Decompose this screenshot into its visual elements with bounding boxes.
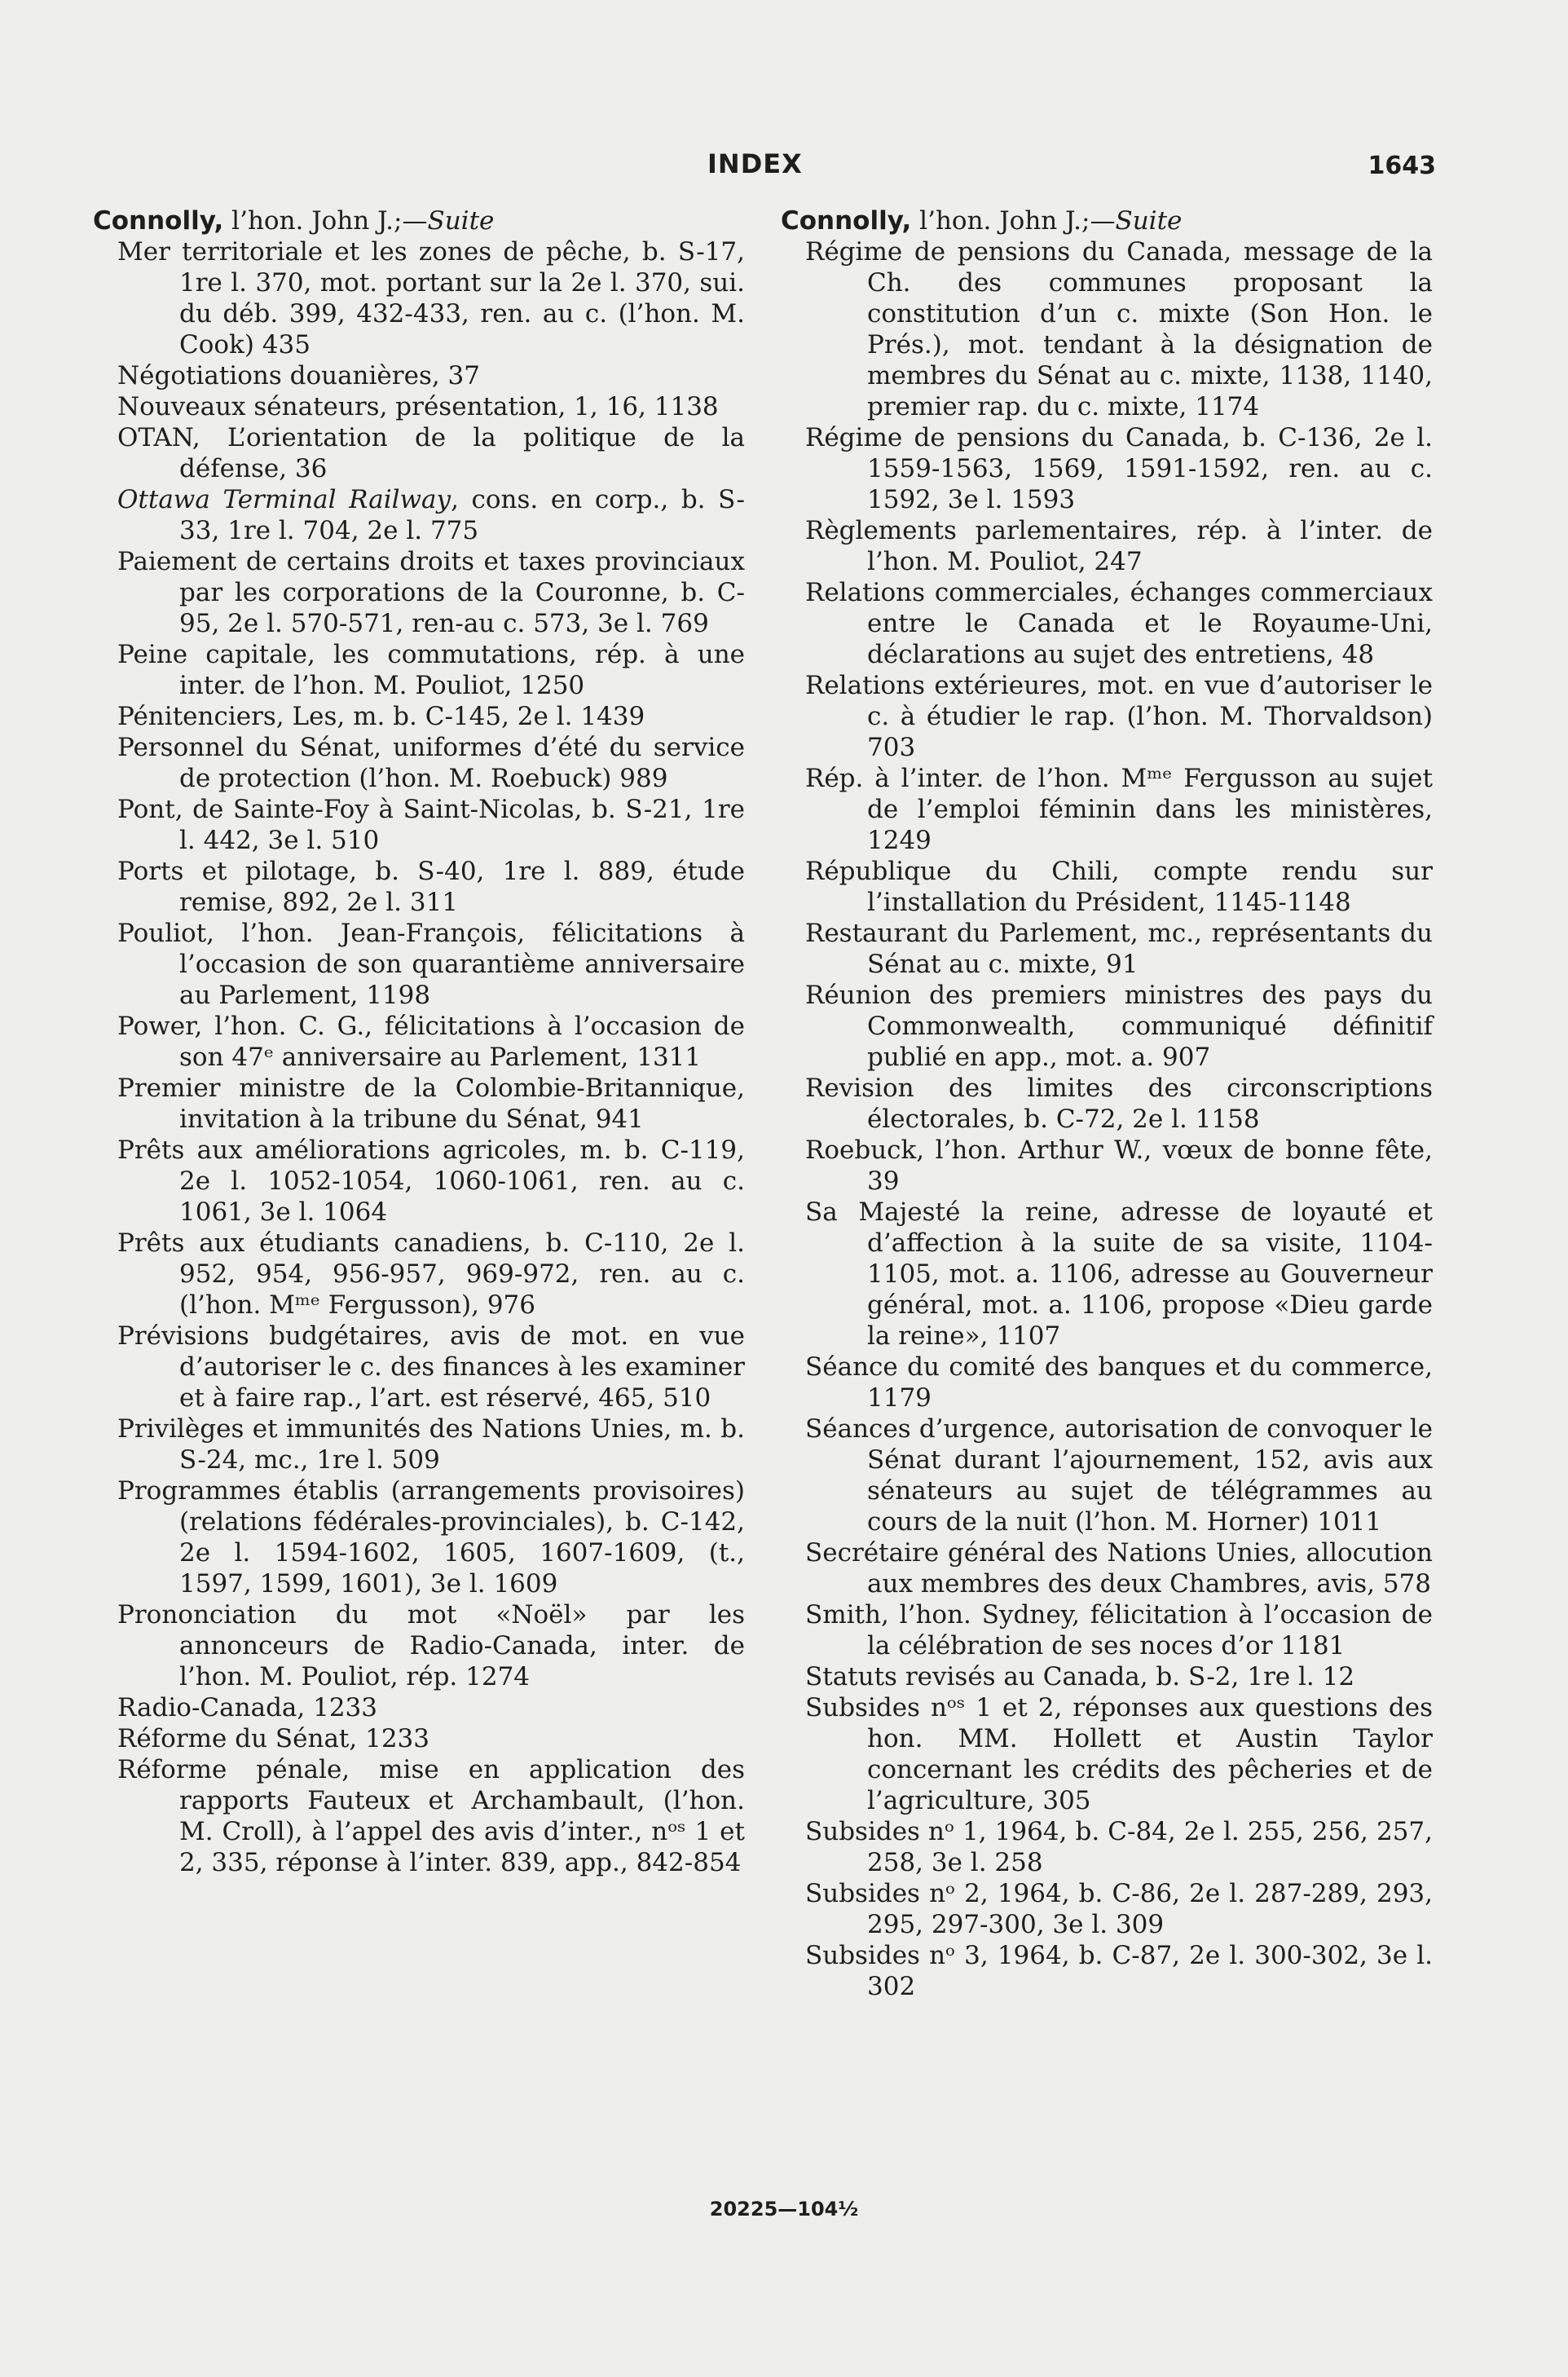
index-entry: Peine capitale, les commutations, rép. à une inter. de l’hon. M. Pouliot, 1250 [117, 640, 745, 700]
index-entry: Mer territoriale et les zones de pêche, b. S-17, 1re l. 370, mot. portant sur la 2e l. 370, sui. du déb. 399, 432-433, ren. au c. (l’hon. M. Cook) 435 [117, 237, 745, 359]
print-code: 20225—104½ [709, 2198, 859, 2220]
italic-company-name: Ottawa Terminal Railway [117, 485, 451, 514]
heading-suite: Suite [427, 206, 495, 236]
index-entry: Statuts revisés au Canada, b. S-2, 1re l. 12 [805, 1662, 1355, 1691]
index-entry: Régime de pensions du Canada, b. C-136, 2e l. 1559-1563, 1569, 1591-1592, ren. au c. 1592, 3e l. 1593 [805, 423, 1433, 514]
right-column [781, 205, 1433, 2002]
index-entry: Ports et pilotage, b. S-40, 1re l. 889, étude remise, 892, 2e l. 311 [117, 857, 745, 917]
index-entry: Prononciation du mot «Noël» par les annonceurs de Radio-Canada, inter. de l’hon. M. Pouliot, rép. 1274 [117, 1600, 745, 1691]
index-entry: Paiement de certains droits et taxes provinciaux par les corporations de la Couronne, b. C-95, 2e l. 570-571, ren-au c. 573, 3e l. 769 [117, 547, 745, 638]
index-entry: Prévisions budgétaires, avis de mot. en vue d’autoriser le c. des finances à les examiner et à faire rap., l’art. est réservé, 465, 510 [117, 1321, 745, 1413]
index-entry: Radio-Canada, 1233 [117, 1693, 378, 1722]
index-entry: Régime de pensions du Canada, message de la Ch. des communes proposant la constitution d’un c. mixte (Son Hon. le Prés.), mot. tendant à la désignation de membres du Sénat au c. mixte, 1138, 1140, premier rap. du c. mixte, 1174 [805, 237, 1433, 421]
page-number: 1643 [1368, 152, 1436, 180]
index-entry: Roebuck, l’hon. Arthur W., vœux de bonne fête, 39 [805, 1136, 1433, 1196]
heading-rest: l’hon. John J.;— [223, 206, 428, 236]
index-entry: Subsides nᵒ 3, 1964, b. C-87, 2e l. 300-302, 3e l. 302 [805, 1941, 1433, 2001]
index-entry: Power, l’hon. C. G., félicitations à l’occasion de son 47ᵉ anniversaire au Parlement, 1311 [117, 1012, 745, 1072]
index-entry: Subsides nᵒ 1, 1964, b. C-84, 2e l. 255, 256, 257, 258, 3e l. 258 [805, 1817, 1433, 1877]
heading-rest: l’hon. John J.;— [911, 206, 1116, 236]
heading-name: Connolly, [781, 206, 912, 236]
index-entry: Restaurant du Parlement, mc., représentants du Sénat au c. mixte, 91 [805, 919, 1433, 979]
index-entry: Subsides nᵒˢ 1 et 2, réponses aux questions des hon. MM. Hollett et Austin Taylor concernant les crédits des pêcheries et de l’agriculture, 305 [805, 1693, 1433, 1815]
index-entry: Revision des limites des circonscriptions électorales, b. C-72, 2e l. 1158 [805, 1074, 1433, 1134]
left-column-heading [93, 205, 745, 236]
index-entry: Séances d’urgence, autorisation de convoquer le Sénat durant l’ajournement, 152, avis aux sénateurs au sujet de télégrammes au cours de la nuit (l’hon. M. Horner) 1011 [805, 1414, 1433, 1537]
index-entry: Prêts aux améliorations agricoles, m. b. C-119, 2e l. 1052-1054, 1060-1061, ren. au c. 1061, 3e l. 1064 [117, 1136, 745, 1227]
index-entry: Rép. à l’inter. de l’hon. Mᵐᵉ Fergusson au sujet de l’emploi féminin dans les ministères, 1249 [805, 764, 1433, 855]
index-entry: Relations extérieures, mot. en vue d’autoriser le c. à étudier le rap. (l’hon. M. Thorvaldson) 703 [805, 671, 1433, 762]
index-entry: Négotiations douanières, 37 [117, 361, 481, 390]
index-entry: Réforme du Sénat, 1233 [117, 1724, 429, 1753]
heading-suite: Suite [1115, 206, 1183, 236]
left-entries-list [93, 236, 745, 1878]
index-entry: Prêts aux étudiants canadiens, b. C-110, 2e l. 952, 954, 956-957, 969-972, ren. au c. (l’hon. Mᵐᵉ Fergusson), 976 [117, 1228, 745, 1320]
page-header [0, 148, 1568, 189]
index-title: INDEX [707, 148, 803, 179]
index-entry: Subsides nᵒ 2, 1964, b. C-86, 2e l. 287-289, 293, 295, 297-300, 3e l. 309 [805, 1879, 1433, 1939]
right-entries-list [781, 236, 1433, 2002]
heading-name: Connolly, [93, 206, 224, 236]
index-entry: OTAN, L’orientation de la politique de la défense, 36 [117, 423, 745, 483]
index-entry: Pont, de Sainte-Foy à Saint-Nicolas, b. S-21, 1re l. 442, 3e l. 510 [117, 795, 745, 855]
index-entry: Smith, l’hon. Sydney, félicitation à l’occasion de la célébration de ses noces d’or 1181 [805, 1600, 1433, 1660]
index-entry: Nouveaux sénateurs, présentation, 1, 16, 1138 [117, 392, 719, 421]
index-entry: Sa Majesté la reine, adresse de loyauté et d’affection à la suite de sa visite, 1104-1105, mot. a. 1106, adresse au Gouverneur général, mot. a. 1106, propose «Dieu garde la reine», 1107 [805, 1197, 1433, 1351]
index-entry: République du Chili, compte rendu sur l’installation du Président, 1145-1148 [805, 857, 1433, 917]
left-column [93, 205, 745, 1878]
index-entry: Relations commerciales, échanges commerciaux entre le Canada et le Royaume-Uni, déclarations au sujet des entretiens, 48 [805, 578, 1433, 669]
right-column-heading [781, 205, 1433, 236]
index-entry: Personnel du Sénat, uniformes d’été du service de protection (l’hon. M. Roebuck) 989 [117, 733, 745, 793]
index-entry: Pénitenciers, Les, m. b. C-145, 2e l. 1439 [117, 702, 645, 731]
index-entry: Réforme pénale, mise en application des rapports Fauteux et Archambault, (l’hon. M. Croll), à l’appel des avis d’inter., nᵒˢ 1 et 2, 335, réponse à l’inter. 839, app., 842-854 [117, 1755, 745, 1877]
index-entry: Pouliot, l’hon. Jean-François, félicitations à l’occasion de son quarantième anniversaire au Parlement, 1198 [117, 919, 745, 1010]
index-entry: Ottawa Terminal Railway, cons. en corp., b. S-33, 1re l. 704, 2e l. 775 [117, 485, 745, 545]
index-entry: Privilèges et immunités des Nations Unies, m. b. S-24, mc., 1re l. 509 [117, 1414, 745, 1475]
index-entry: Réunion des premiers ministres des pays du Commonwealth, communiqué définitif publié en app., mot. a. 907 [805, 981, 1433, 1072]
index-entry: Séance du comité des banques et du commerce, 1179 [805, 1352, 1433, 1413]
index-entry: Secrétaire général des Nations Unies, allocution aux membres des deux Chambres, avis, 578 [805, 1538, 1433, 1599]
index-entry: Règlements parlementaires, rép. à l’inter. de l’hon. M. Pouliot, 247 [805, 516, 1433, 576]
index-entry: Premier ministre de la Colombie-Britannique, invitation à la tribune du Sénat, 941 [117, 1074, 745, 1134]
index-entry: Programmes établis (arrangements provisoires) (relations fédérales-provinciales), b. C-142, 2e l. 1594-1602, 1605, 1607-1609, (t., 1597, 1599, 1601), 3e l. 1609 [117, 1476, 745, 1599]
